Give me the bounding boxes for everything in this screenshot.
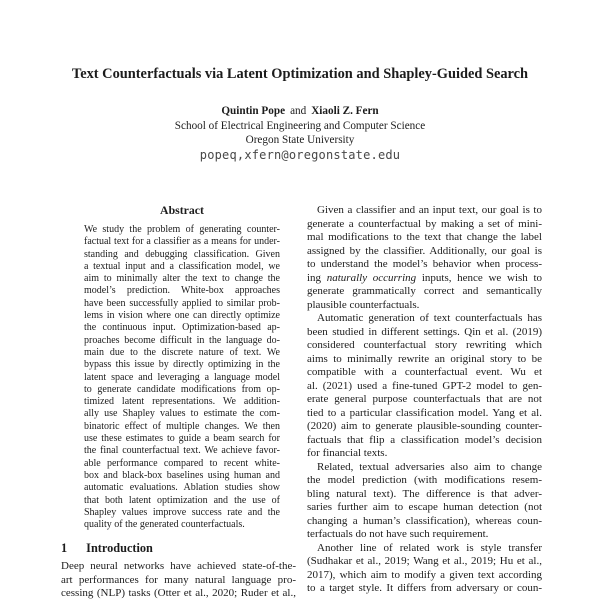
text-line: factual text for a classifier as a means for under-: [84, 236, 280, 248]
introduction-text: [61, 560, 296, 600]
text-line: Automatic generation of text counterfactuals has: [317, 312, 542, 324]
text-line: the final counterfactual text. We achieve favor-: [84, 445, 280, 457]
text-line: quality of the generated counterfactuals.: [84, 519, 245, 531]
text-line: bling natural text). The difference is that adver-: [307, 487, 542, 500]
body-paragraph-2: [307, 312, 542, 461]
text-line: timized latent representations. We addition-: [84, 396, 280, 408]
text-line: standing and debugging classification. Given: [84, 248, 280, 260]
section-title: Introduction: [86, 541, 153, 556]
body-paragraph-4: [307, 542, 542, 596]
text-line: binatoric effect of multiple changes. We then: [84, 420, 280, 432]
text-line: changing a human’s classification), whereas coun-: [307, 514, 542, 527]
text-line: bypass this issue by directly optimizing in the: [84, 359, 280, 371]
plain-text: inputs, hence we wish to: [416, 271, 543, 284]
text-line: for financial texts.: [307, 447, 388, 459]
abstract-section: [84, 203, 280, 531]
author-name-1: Quintin Pope: [221, 105, 286, 117]
text-line: saries further aim to escape human detection (not: [307, 501, 542, 513]
text-line: assigned by the classifier. Additionally, our goal is: [307, 244, 542, 257]
text-line: aims to minimally rewrite an original story to be: [307, 352, 542, 365]
text-line: generate grammatically correct and semantically: [307, 285, 542, 297]
and-separator: and: [290, 105, 307, 117]
text-line: a textual input and a classification model, we: [84, 260, 280, 272]
text-line: Shapley values improve success rate and the: [84, 506, 280, 518]
text-line: Deep neural networks have achieved state-of-the-: [61, 560, 296, 573]
text-line: that both latent optimization and the use of: [84, 494, 280, 506]
author-email: popeq,xfern@oregonstate.edu: [199, 147, 401, 162]
text-line: (2020) aim to generate plausible-sounding counter-: [307, 420, 542, 432]
text-line: automatic evaluations. Ablation studies show: [84, 482, 280, 494]
text-line: art performances for many natural language pro-: [61, 573, 296, 586]
body-paragraph-1: [307, 204, 542, 312]
affiliation-line: School of Electrical Engineering and Computer Science: [174, 119, 426, 132]
text-line: box and black-box baselines using human and: [84, 469, 280, 481]
section-number: 1: [61, 541, 68, 556]
text-line: Related, textual adversaries also aim to change: [317, 460, 542, 473]
text-line: to a target style. It differs from adversary or coun-: [307, 582, 542, 594]
text-line: mal modifications to the text that change the label: [307, 231, 542, 243]
text-line: plausible counterfactuals.: [307, 298, 420, 311]
text-line: to generate candidate modifications from op-: [84, 383, 280, 395]
author-block: [0, 104, 600, 162]
paper-title: Text Counterfactuals via Latent Optimization and Shapley-Guided Search: [71, 66, 529, 82]
right-column: [307, 204, 542, 596]
text-line: able performance compared to recent white-: [84, 457, 280, 469]
text-line: terfactuals do not have such requirement.: [307, 528, 489, 540]
text-line: 2017), which aim to modify a given text according: [307, 568, 542, 581]
abstract-heading: Abstract: [160, 203, 204, 217]
authors-line: [0, 104, 600, 119]
text-line: the continuous input. Optimization-based ap-: [84, 322, 280, 334]
text-line: aim to minimally alter the text to change the: [84, 273, 280, 285]
text-line: considered counterfactual story rewriting which: [307, 339, 542, 351]
university-line: Oregon State University: [245, 134, 355, 147]
plain-text: ing: [307, 271, 327, 284]
text-line: Given a classifier and an input text, our goal is to: [317, 204, 542, 216]
text-line: main due to the discrete nature of text. We: [84, 346, 280, 358]
text-line: We study the problem of generating counter-: [84, 224, 280, 235]
text-line: compatible with a counterfactual event. Wu et: [307, 366, 542, 378]
text-line: the model prediction (with modifications resem-: [307, 474, 542, 486]
text-line: tied to a particular classification model. Yang et al.: [307, 406, 542, 419]
section-1-heading: [61, 541, 296, 555]
abstract-text: [84, 224, 280, 531]
text-line: latent space and leveraging a language model: [84, 371, 280, 383]
text-line: to understand the model’s behavior when process-: [307, 258, 542, 270]
text-line: Another line of related work is style transfer: [317, 541, 542, 554]
text-line: generate a counterfactual by making a set of mini-: [307, 217, 542, 230]
text-line: al. (2021) used a fine-tuned GPT-2 model to gen-: [307, 379, 542, 392]
text-line: erate general purpose counterfactuals that are not: [307, 393, 542, 405]
author-name-2: Xiaoli Z. Fern: [311, 105, 379, 117]
left-column: [61, 203, 296, 600]
text-line: been studied in different settings. Qin et al. (2019): [307, 325, 542, 338]
text-line: factuals that flip a classification model’s decision: [307, 433, 542, 446]
text-line: use these estimates to guide a beam search for: [84, 433, 280, 445]
text-line: have been successfully applied to similar prob-: [84, 297, 280, 309]
text-line: cessing (NLP) tasks (Otter et al., 2020; Ruder et al.,: [61, 587, 296, 600]
text-line: lems in vision where one can directly optimize: [84, 310, 280, 322]
text-line: model’s prediction. White-box approaches: [84, 285, 280, 297]
italic-text: naturally occurring: [326, 271, 417, 284]
text-line: (Sudhakar et al., 2019; Wang et al., 2019; Hu et al.,: [307, 555, 542, 567]
text-line: [307, 272, 542, 286]
text-line: ally use Shapley values to estimate the com-: [84, 408, 280, 420]
body-paragraph-3: [307, 461, 542, 542]
text-line: proaches become difficult in the language do-: [84, 334, 280, 346]
